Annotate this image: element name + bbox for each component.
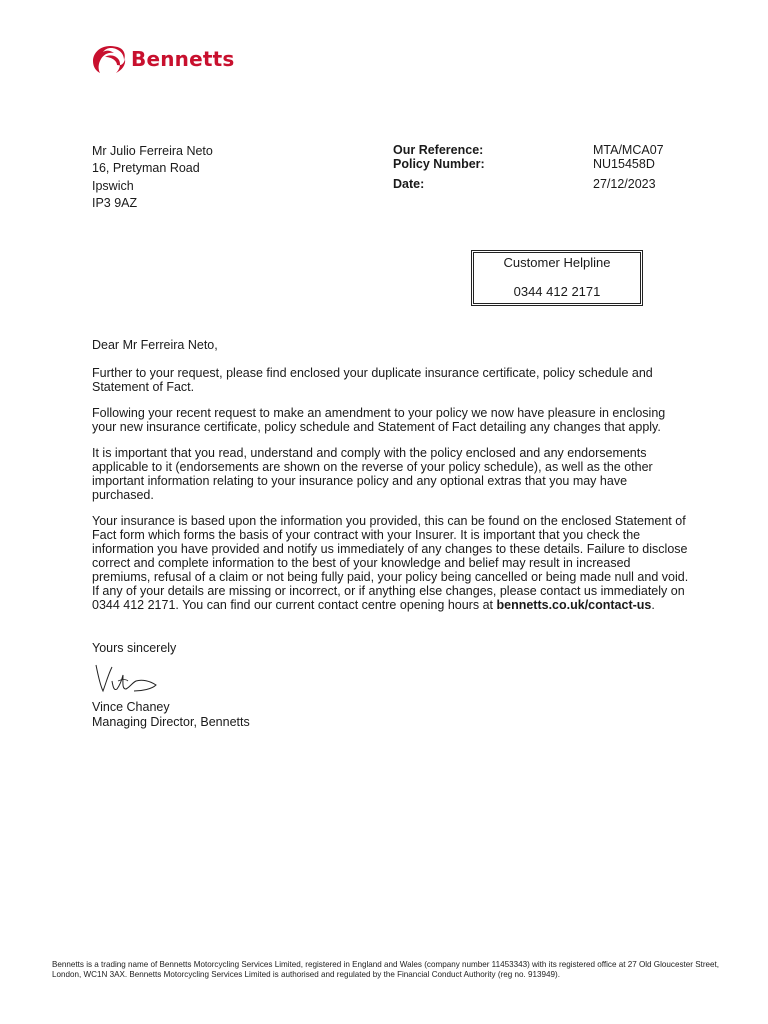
recipient-address (92, 143, 213, 212)
date-label: Date: (393, 177, 425, 191)
bennetts-swoosh-icon (92, 44, 128, 74)
contact-link-suffix: . (651, 598, 655, 612)
letter-body (92, 338, 692, 624)
contact-us-link[interactable]: bennetts.co.uk/contact-us (496, 598, 652, 612)
policy-number-label: Policy Number: (393, 157, 485, 171)
customer-helpline-box (473, 252, 641, 304)
our-reference-label: Our Reference: (393, 143, 484, 157)
policy-number-value: NU15458D (593, 157, 655, 171)
brand-name: Bennetts (131, 47, 235, 71)
paragraph-amendment: Following your recent request to make an amendment to your policy we now have pleasure in enclosing your new insurance certificate, policy schedule and Statement of Fact detailing any changes that apply. (92, 406, 666, 434)
our-reference-value: MTA/MCA07 (593, 143, 664, 157)
statement-of-fact-text: Your insurance is based upon the information you provided, this can be found on the enclosed Statement of Fact form which forms the basis of your contract with your Insurer. It is important that you check the information you have provided and notify us immediately of any changes to these details. Failure to disclose correct and complete information to the best of your knowledge and belief may result in increased premiums, refusal of a claim or not being fully paid, your policy being cancelled or being made null and void. If any of your details are missing or incorrect, or if anything else changes, please contact us immediately on 0344 412 2171. You can find our current contact centre opening hours at (92, 514, 689, 612)
helpline-title: Customer Helpline (503, 255, 611, 270)
signer-title: Managing Director, Bennetts (92, 715, 250, 729)
signature (92, 661, 172, 701)
legal-footer: Bennetts is a trading name of Bennetts Motorcycling Services Limited, registered in England and Wales (company number 11453343) with its registered office at 27 Old Gloucester Street, London, WC1N 3AX. Bennetts Motorcycling Services Limited is authorised and regulated by the Financial Conduct Authority (reg no. 913949). (52, 960, 720, 979)
recipient-address-line1: 16, Pretyman Road (92, 161, 200, 176)
signer-block (92, 700, 250, 730)
reference-labels (393, 143, 485, 191)
salutation: Dear Mr Ferreira Neto, (92, 338, 218, 352)
recipient-postcode: IP3 9AZ (92, 195, 138, 210)
signer-name: Vince Chaney (92, 700, 170, 714)
helpline-phone: 0344 412 2171 (513, 284, 601, 299)
recipient-town: Ipswich (92, 178, 134, 193)
recipient-name: Mr Julio Ferreira Neto (92, 144, 213, 158)
reference-values (593, 143, 664, 191)
paragraph-comply: It is important that you read, understand and comply with the policy enclosed and any endorsements applicable to it (endorsements are shown on the reverse of your policy schedule), as well as the other important information relating to your insurance policy and any optional extras that you may have purchased. (92, 446, 653, 502)
date-value: 27/12/2023 (593, 177, 656, 191)
paragraph-duplicate-docs: Further to your request, please find enclosed your duplicate insurance certificate, policy schedule and Statement of Fact. (92, 366, 653, 394)
signoff: Yours sincerely (92, 641, 177, 655)
bennetts-logo (92, 44, 234, 74)
paragraph-statement-of-fact (92, 514, 692, 612)
